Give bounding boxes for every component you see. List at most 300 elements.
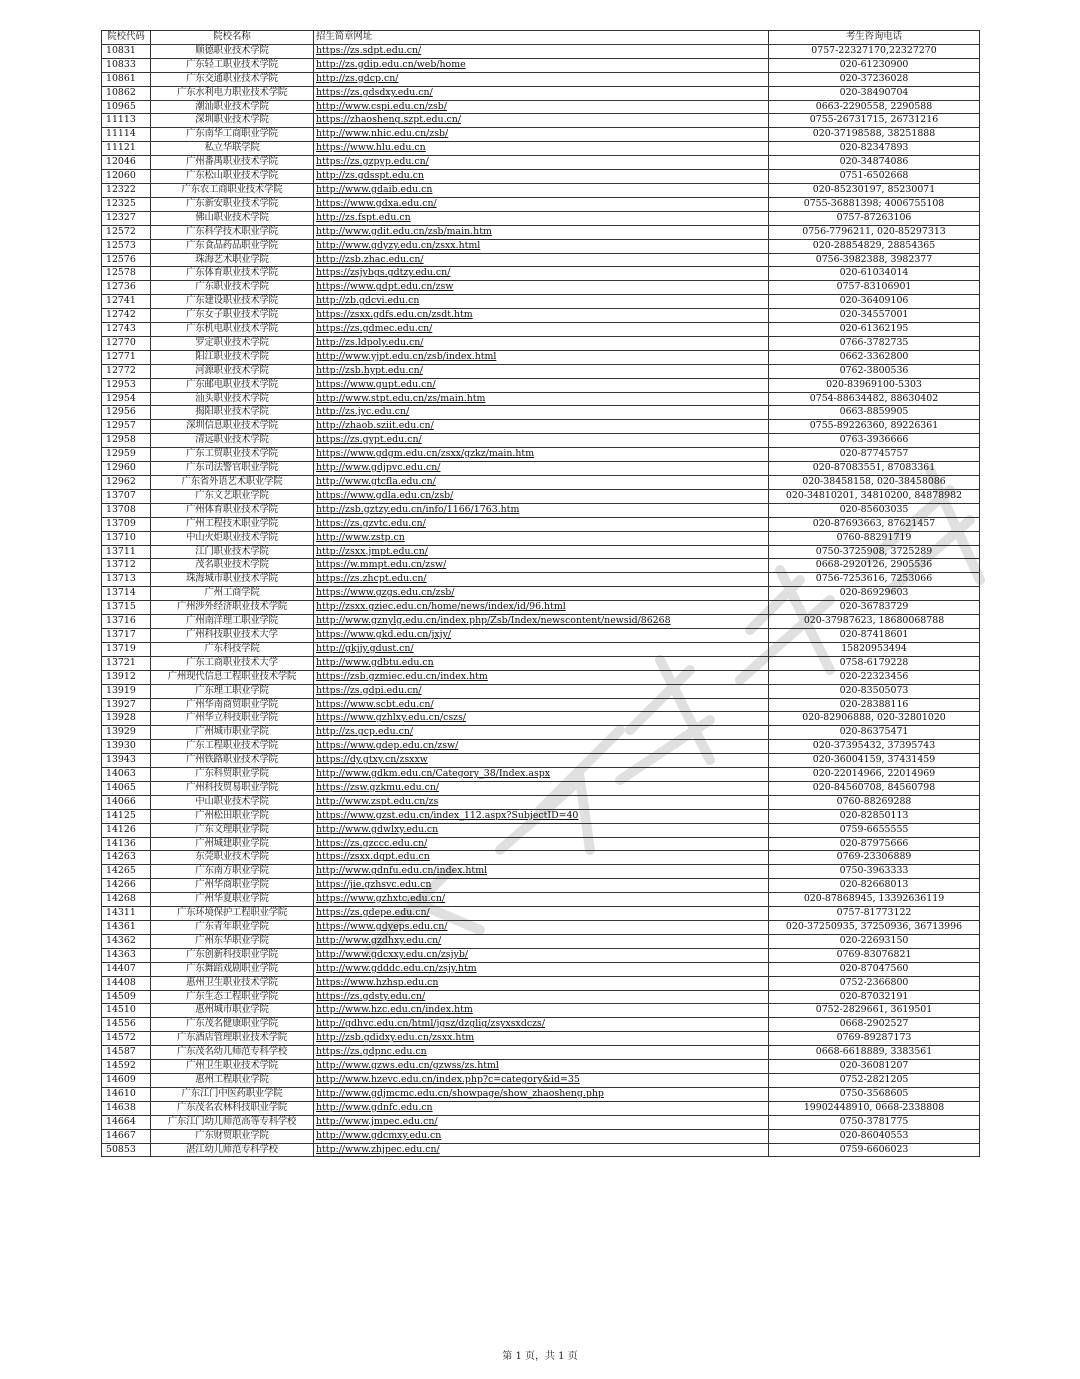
school-name-cell: 广州科技贸易职业学院 [151,781,314,795]
table-row [102,142,980,156]
school-name-cell: 广东科学技术职业学院 [151,225,314,239]
admission-url-link[interactable]: https://zs.zhcpt.edu.cn/ [316,573,427,585]
school-name-cell: 深圳信息职业技术学院 [151,420,314,434]
phone-cell: 020-82850113 [769,809,980,823]
table-row [102,128,980,142]
school-name-cell: 私立华联学院 [151,142,314,156]
admission-url-cell [314,879,769,893]
school-name-cell: 广东女子职业技术学院 [151,309,314,323]
admission-url-cell [314,712,769,726]
admission-url-cell [314,851,769,865]
phone-cell: 0760-88291719 [769,531,980,545]
admission-url-link[interactable]: https://www.gdyeps.edu.cn/ [316,921,448,932]
table-row [102,406,980,420]
admission-url-link[interactable]: http://www.zhjpec.edu.cn/ [316,1143,440,1155]
phone-cell: 0750-3963333 [769,865,980,879]
admission-url-link[interactable]: http://www.hzc.edu.cn/index.htm [316,1004,473,1016]
phone-cell: 0662-3362800 [769,350,980,364]
admission-url-link[interactable]: http://zsb.zhac.edu.cn/ [316,253,424,265]
admission-url-link[interactable]: https://zs.gdsdxy.edu.cn/ [316,86,433,98]
school-name-cell: 广州现代信息工程职业技术学院 [151,670,314,684]
admission-url-link[interactable]: http://www.gdjpvc.edu.cn/ [316,462,441,474]
phone-cell: 0769-83076821 [769,948,980,962]
school-name-cell: 广东创新科技职业学院 [151,948,314,962]
phone-cell: 020-37395432, 37395743 [769,740,980,754]
table-row [102,628,980,642]
table-row [102,44,980,58]
phone-cell: 0750-3568605 [769,1087,980,1101]
phone-cell: 0756-3982388, 3982377 [769,253,980,267]
admission-url-link[interactable]: http://www.gdnfc.edu.cn [316,1101,433,1113]
school-name-cell: 广东工贸职业技术学院 [151,448,314,462]
phone-cell: 020-37987623, 18680068788 [769,615,980,629]
phone-cell: 020-22323456 [769,670,980,684]
table-row [102,823,980,837]
school-code-cell: 12772 [102,364,151,378]
phone-cell: 020-87418601 [769,628,980,642]
table-row [102,378,980,392]
table-row [102,295,980,309]
phone-cell: 0757-87263106 [769,211,980,225]
admission-url-cell [314,823,769,837]
table-row [102,281,980,295]
admission-url-cell [314,448,769,462]
school-name-cell: 广东江门幼儿师范高等专科学校 [151,1115,314,1129]
school-name-cell: 广州南洋理工职业学院 [151,615,314,629]
school-code-cell: 14362 [102,934,151,948]
admission-url-link[interactable]: http://zsxx.gziec.edu.cn/home/news/index/id/96.html [316,601,566,613]
school-code-cell: 12954 [102,392,151,406]
admission-url-link[interactable]: http://zs.jyc.edu.cn/ [316,406,410,418]
admission-url-link[interactable]: https://zs.gdsty.edu.cn/ [316,990,426,1002]
school-name-cell: 广州科技职业技术大学 [151,628,314,642]
admission-url-cell [314,531,769,545]
table-row [102,601,980,615]
table-row [102,531,980,545]
phone-cell: 0668-2920126, 2905536 [769,559,980,573]
admission-url-cell [314,1073,769,1087]
admission-url-cell [314,100,769,114]
phone-cell: 020-87693663, 87621457 [769,517,980,531]
school-code-cell: 12573 [102,239,151,253]
admission-url-link[interactable]: http://zs.gdsspt.edu.cn [316,170,425,182]
admission-url-link[interactable]: https://zs.gdmec.edu.cn/ [316,323,433,335]
admission-url-link[interactable]: https://zs.gzccc.edu.cn/ [316,837,428,849]
admission-url-link[interactable]: https://www.gdgm.edu.cn/zsxx/gzkz/main.htm [316,448,535,460]
admission-url-link[interactable]: https://zsb.gzmiec.edu.cn/index.htm [316,670,488,682]
table-row [102,350,980,364]
table-row [102,545,980,559]
phone-cell: 020-82347893 [769,142,980,156]
phone-cell: 020-34557001 [769,309,980,323]
school-code-cell: 12060 [102,170,151,184]
admission-url-cell [314,893,769,907]
school-name-cell: 佛山职业技术学院 [151,211,314,225]
admission-url-cell [314,309,769,323]
admission-url-cell [314,517,769,531]
table-row [102,907,980,921]
admission-url-cell [314,559,769,573]
school-name-cell: 广东松山职业技术学院 [151,170,314,184]
admission-url-cell [314,684,769,698]
admission-url-link[interactable]: https://www.gzst.edu.cn/index_112.aspx?SubjectID=40 [316,809,579,821]
admission-url-link[interactable]: http://gkjjy.gdust.cn/ [316,642,414,654]
school-code-cell: 14126 [102,823,151,837]
phone-cell: 020-87868945, 13392636119 [769,893,980,907]
school-name-cell: 广东体育职业技术学院 [151,267,314,281]
admission-url-link[interactable]: https://www.hzhsp.edu.cn [316,976,439,988]
school-name-cell: 广东司法警官职业学院 [151,462,314,476]
phone-cell: 020-82906888, 020-32801020 [769,712,980,726]
admission-url-cell [314,754,769,768]
admission-url-link[interactable]: http://www.gdcmxy.edu.cn [316,1129,442,1141]
phone-cell: 020-61034014 [769,267,980,281]
school-code-cell: 14592 [102,1060,151,1074]
admission-url-link[interactable]: http://www.gdbtu.edu.cn [316,656,434,668]
school-code-cell: 12742 [102,309,151,323]
admission-url-link[interactable]: http://www.gdit.edu.cn/zsb/main.htm [316,225,492,237]
school-code-cell: 14408 [102,976,151,990]
admission-url-link[interactable]: https://zs.gdpi.edu.cn/ [316,684,422,696]
school-name-cell: 广东建设职业技术学院 [151,295,314,309]
table-row [102,1060,980,1074]
school-name-cell: 广州东华职业学院 [151,934,314,948]
school-name-cell: 深圳职业技术学院 [151,114,314,128]
school-code-cell: 14407 [102,962,151,976]
school-code-cell: 12959 [102,448,151,462]
admission-url-link[interactable]: http://www.jmpec.edu.cn/ [316,1115,438,1127]
table-row [102,1004,980,1018]
phone-cell: 020-36004159, 37431459 [769,754,980,768]
table-row [102,1032,980,1046]
admission-url-link[interactable]: http://www.yjpt.edu.cn/zsb/index.html [316,350,497,362]
admission-url-link[interactable]: https://www.gdpt.edu.cn/zsw [316,281,454,293]
admission-url-cell [314,907,769,921]
phone-cell: 020-36409106 [769,295,980,309]
admission-url-cell [314,1060,769,1074]
admission-url-link[interactable]: http://www.nhic.edu.cn/zsb/ [316,128,449,140]
school-name-cell: 广东省外语艺术职业学院 [151,476,314,490]
admission-url-link[interactable]: https://www.scbt.edu.cn/ [316,698,434,710]
school-name-cell: 广东酒店管理职业技术学院 [151,1032,314,1046]
admission-url-link[interactable]: http://zsb.gdidxy.edu.cn/zsxx.htm [316,1032,475,1044]
school-name-cell: 广东茂名幼儿师范专科学校 [151,1046,314,1060]
school-name-cell: 广东邮电职业技术学院 [151,378,314,392]
admission-url-link[interactable]: https://zsjybgs.gdtzy.edu.cn/ [316,267,451,279]
table-row [102,615,980,629]
school-name-cell: 中山职业技术学院 [151,795,314,809]
school-code-cell: 12741 [102,295,151,309]
school-name-cell: 惠州卫生职业技术学院 [151,976,314,990]
table-row [102,795,980,809]
admission-url-link[interactable]: http://www.hzevc.edu.cn/index.php?c=category&id=35 [316,1073,580,1085]
admission-url-link[interactable]: http://www.cspi.edu.cn/zsb/ [316,100,447,112]
admission-url-cell [314,503,769,517]
phone-cell: 020-86929603 [769,587,980,601]
school-code-cell: 13716 [102,615,151,629]
admission-url-link[interactable]: http://www.zspt.edu.cn/zs [316,795,439,807]
school-code-cell: 14065 [102,781,151,795]
school-code-cell: 12327 [102,211,151,225]
table-row [102,962,980,976]
phone-cell: 020-82668013 [769,879,980,893]
admission-url-cell [314,1143,769,1157]
admission-url-link[interactable]: http://gdhvc.edu.cn/html/jgsz/dzglig/zsyxsxdczs/ [316,1018,545,1030]
page-footer: 第 1 页，共 1 页 [502,1351,578,1362]
school-name-cell: 广东食品药品职业学院 [151,239,314,253]
admission-url-link[interactable]: http://zhaob.sziit.edu.cn/ [316,420,434,432]
admission-url-link[interactable]: http://zs.gdcp.cn/ [316,72,399,84]
admission-url-link[interactable]: https://w.mmpt.edu.cn/zsw/ [316,559,447,571]
admission-url-link[interactable]: http://www.zstp.cn [316,531,405,543]
phone-cell: 0755-36881398; 4006755108 [769,197,980,211]
table-row [102,726,980,740]
school-name-cell: 广东理工职业学院 [151,684,314,698]
school-code-cell: 14667 [102,1129,151,1143]
admission-url-cell [314,768,769,782]
admission-url-link[interactable]: http://zs.gdip.edu.cn/web/home [316,58,466,70]
admission-url-link[interactable]: https://zs.gzvtc.edu.cn/ [316,517,426,529]
table-row [102,851,980,865]
phone-cell: 020-28854829, 28854365 [769,239,980,253]
admission-url-link[interactable]: http://zb.gdcvi.edu.cn [316,295,420,307]
admission-url-link[interactable]: https://zhaosheng.szpt.edu.cn/ [316,114,462,126]
admission-url-cell [314,142,769,156]
admission-url-link[interactable]: http://www.gdaib.edu.cn [316,183,433,195]
table-row [102,489,980,503]
admission-url-link[interactable]: https://zsxx.gdfs.edu.cn/zsdt.htm [316,309,473,321]
school-code-cell: 14363 [102,948,151,962]
phone-cell: 020-34874086 [769,156,980,170]
school-code-cell: 14263 [102,851,151,865]
admission-url-cell [314,323,769,337]
phone-cell: 0757-83106901 [769,281,980,295]
admission-url-link[interactable]: https://www.gkd.edu.cn/jxjy/ [316,628,452,640]
school-name-cell: 潮汕职业技术学院 [151,100,314,114]
phone-cell: 020-86375471 [769,726,980,740]
phone-cell: 0757-22327170,22327270 [769,44,980,58]
school-code-cell: 13708 [102,503,151,517]
admission-url-link[interactable]: https://www.gzhlxy.edu.cn/cszs/ [316,712,467,724]
table-row [102,1101,980,1115]
school-code-cell: 14361 [102,921,151,935]
admission-url-link[interactable]: https://www.hlu.edu.cn [316,142,426,154]
school-code-cell: 12958 [102,434,151,448]
phone-cell: 020-83969100-5303 [769,378,980,392]
admission-url-link[interactable]: https://www.gdla.edu.cn/zsb/ [316,489,454,501]
admission-url-link[interactable]: https://zs.gdpnc.edu.cn [316,1046,427,1058]
phone-cell: 0756-7253616, 7253066 [769,573,980,587]
admission-url-cell [314,86,769,100]
school-name-cell: 珠海城市职业技术学院 [151,573,314,587]
school-code-cell: 14125 [102,809,151,823]
admission-url-cell [314,1101,769,1115]
school-name-cell: 广东工商职业技术大学 [151,656,314,670]
school-code-cell: 14268 [102,893,151,907]
admission-url-cell [314,615,769,629]
table-row [102,420,980,434]
admission-url-link[interactable]: https://zsw.gzkmu.edu.cn/ [316,781,440,793]
admission-url-cell [314,976,769,990]
table-row [102,948,980,962]
school-name-cell: 广东新安职业技术学院 [151,197,314,211]
admission-url-link[interactable]: http://www.gdnfu.edu.cn/index.html [316,865,488,877]
table-row [102,72,980,86]
school-code-cell: 14136 [102,837,151,851]
admission-url-cell [314,921,769,935]
school-code-cell: 12770 [102,336,151,350]
school-code-cell: 12572 [102,225,151,239]
admission-url-cell [314,545,769,559]
table-row [102,462,980,476]
phone-cell: 020-22014966, 22014969 [769,768,980,782]
admission-url-cell [314,698,769,712]
school-code-cell: 13711 [102,545,151,559]
admission-url-link[interactable]: https://www.gdxa.edu.cn/ [316,197,437,209]
admission-url-link[interactable]: https://www.gdep.edu.cn/zsw/ [316,740,459,752]
school-code-cell: 13709 [102,517,151,531]
admission-url-cell [314,462,769,476]
admission-url-cell [314,58,769,72]
school-name-cell: 广东茂名健康职业学院 [151,1018,314,1032]
table-row [102,934,980,948]
phone-cell: 020-22693150 [769,934,980,948]
admission-url-link[interactable]: https://jie.gzhsvc.edu.cn [316,879,432,891]
school-name-cell: 广东轻工职业技术学院 [151,58,314,72]
admission-url-cell [314,656,769,670]
admission-url-link[interactable]: http://www.gdwlxy.edu.cn [316,823,439,835]
admission-url-link[interactable]: http://www.gzdhxy.edu.cn/ [316,934,442,946]
admission-url-link[interactable]: http://zsb.hypt.edu.cn/ [316,364,423,376]
admission-url-link[interactable]: http://www.gdcxxy.edu.cn/zsjyb/ [316,948,468,960]
admission-url-link[interactable]: http://www.gdjmcmc.edu.cn/showpage/show_zhaosheng.php [316,1087,604,1099]
school-code-cell: 10862 [102,86,151,100]
admission-url-link[interactable]: http://zs.gcp.edu.cn/ [316,726,414,738]
table-row [102,170,980,184]
school-name-cell: 东莞职业技术学院 [151,851,314,865]
school-name-cell: 广东环境保护工程职业学院 [151,907,314,921]
phone-cell: 020-87047560 [769,962,980,976]
admission-url-link[interactable]: http://www.gdyzy.edu.cn/zsxx.html [316,239,481,251]
school-name-cell: 广东生态工程职业学院 [151,990,314,1004]
admission-url-cell [314,170,769,184]
phone-cell: 020-86040553 [769,1129,980,1143]
phone-cell: 0755-89226360, 89226361 [769,420,980,434]
phone-cell: 020-61230900 [769,58,980,72]
admission-url-cell [314,267,769,281]
school-name-cell: 广州番禺职业技术学院 [151,156,314,170]
phone-cell: 020-61362195 [769,323,980,337]
table-row [102,503,980,517]
phone-cell: 0754-88634482, 88630402 [769,392,980,406]
table-row [102,879,980,893]
admission-url-link[interactable]: https://www.gupt.edu.cn/ [316,378,436,390]
school-code-cell: 13717 [102,628,151,642]
phone-cell: 15820953494 [769,642,980,656]
admission-url-link[interactable]: https://zs.gdepe.edu.cn/ [316,907,430,919]
admission-url-link[interactable]: https://www.gzgs.edu.cn/zsb/ [316,587,455,599]
table-row [102,893,980,907]
school-name-cell: 广东茂名农林科技职业学院 [151,1101,314,1115]
school-code-cell: 13912 [102,670,151,684]
school-name-cell: 广州华南商贸职业学院 [151,698,314,712]
admission-url-cell [314,128,769,142]
table-row [102,86,980,100]
school-code-cell: 11113 [102,114,151,128]
admission-url-cell [314,642,769,656]
school-code-cell: 14609 [102,1073,151,1087]
admission-url-link[interactable]: https://www.gzhxtc.edu.cn/ [316,893,446,905]
school-code-cell: 13707 [102,489,151,503]
school-code-cell: 14265 [102,865,151,879]
admissions-table-sheet [101,30,979,1157]
table-row [102,434,980,448]
school-name-cell: 广州松田职业学院 [151,809,314,823]
school-code-cell: 13927 [102,698,151,712]
admission-url-cell [314,489,769,503]
phone-cell: 0668-6618889, 3383561 [769,1046,980,1060]
admission-url-cell [314,1032,769,1046]
school-code-cell: 13919 [102,684,151,698]
admission-url-link[interactable]: http://zsb.gztzy.edu.cn/info/1166/1763.htm [316,503,520,515]
school-code-cell: 14610 [102,1087,151,1101]
admission-url-cell [314,601,769,615]
phone-cell: 020-38490704 [769,86,980,100]
admission-url-link[interactable]: https://dy.gtxy.cn/zsxxw [316,754,428,766]
school-code-cell: 14556 [102,1018,151,1032]
admission-url-link[interactable]: https://zsxx.dgpt.edu.cn [316,851,430,863]
school-name-cell: 广东财贸职业学院 [151,1129,314,1143]
table-row [102,837,980,851]
phone-cell: 0766-3782735 [769,336,980,350]
admission-url-link[interactable]: http://zs.fspt.edu.cn [316,211,411,223]
school-name-cell: 广东南华工商职业学院 [151,128,314,142]
admission-url-link[interactable]: https://zs.gzpyp.edu.cn/ [316,156,429,168]
school-name-cell: 茂名职业技术学院 [151,559,314,573]
phone-cell: 0750-3781775 [769,1115,980,1129]
header-url: 招生简章网址 [314,31,769,45]
admission-url-link[interactable]: http://www.gdddc.edu.cn/zsjy.htm [316,962,477,974]
admission-url-link[interactable]: http://zsxx.jmpt.edu.cn/ [316,545,428,557]
school-code-cell: 13710 [102,531,151,545]
phone-cell: 0759-6606023 [769,1143,980,1157]
table-row [102,573,980,587]
admission-url-link[interactable]: http://www.stpt.edu.cn/zs/main.htm [316,392,486,404]
table-row [102,768,980,782]
admission-url-link[interactable]: https://zs.gypt.edu.cn/ [316,434,422,446]
admission-url-link[interactable]: http://www.gtcfla.edu.cn/ [316,476,436,487]
phone-cell: 0762-3800536 [769,364,980,378]
school-name-cell: 阳江职业技术学院 [151,350,314,364]
table-row [102,183,980,197]
admission-url-cell [314,434,769,448]
admission-url-link[interactable]: https://zs.sdpt.edu.cn/ [316,44,422,56]
school-code-cell: 12743 [102,323,151,337]
admission-url-link[interactable]: http://www.gdkm.edu.cn/Category_38/Index.aspx [316,768,551,780]
school-code-cell: 14066 [102,795,151,809]
admission-url-link[interactable]: http://www.gznylg.edu.cn/index.php/Zsb/Index/newscontent/newsid/86268 [316,615,671,627]
admission-url-cell [314,587,769,601]
table-row [102,225,980,239]
admission-url-link[interactable]: http://www.gzws.edu.cn/gzwss/zs.html [316,1060,499,1072]
admission-url-link[interactable]: http://zs.ldpoly.edu.cn/ [316,336,424,348]
school-name-cell: 广东交通职业技术学院 [151,72,314,86]
school-name-cell: 罗定职业技术学院 [151,336,314,350]
table-row [102,239,980,253]
school-code-cell: 12325 [102,197,151,211]
admissions-table [101,30,980,1157]
phone-cell: 020-87745757 [769,448,980,462]
